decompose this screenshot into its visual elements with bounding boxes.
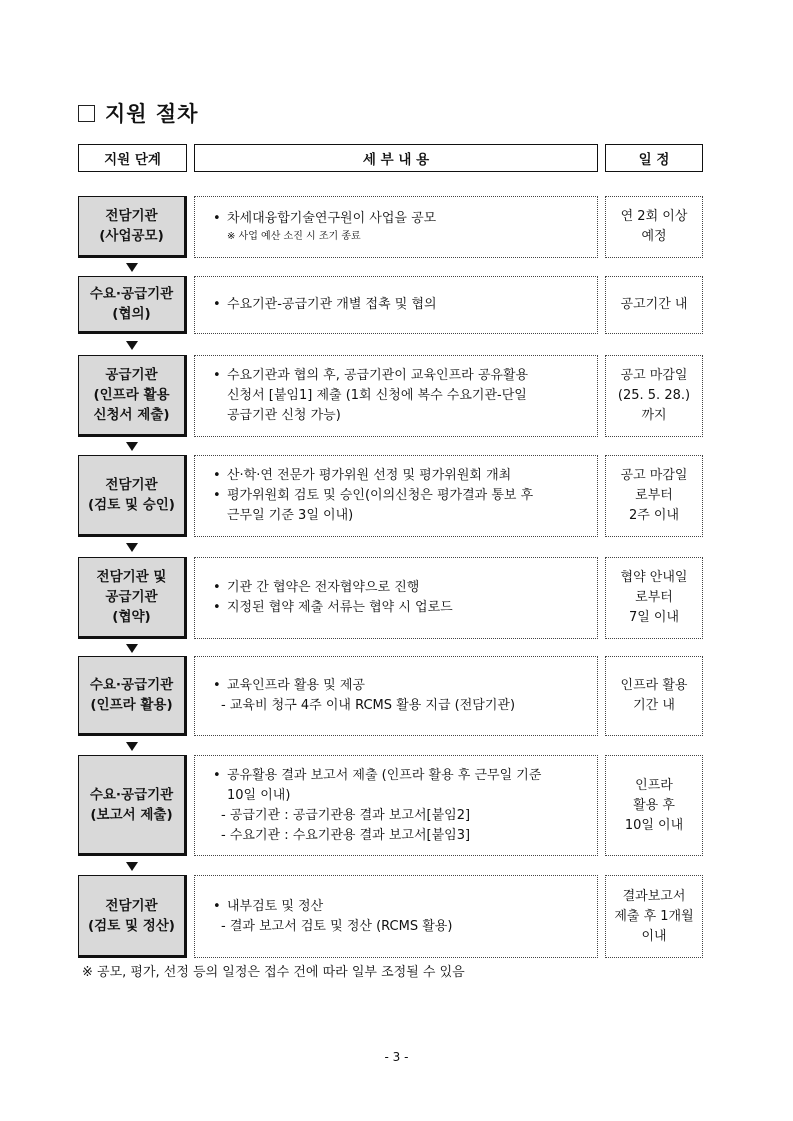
detail-box [194,656,598,736]
schedule-box [605,557,703,639]
stage-box [78,196,187,258]
stage-label: (협약) [112,609,151,625]
schedule-line: 기간 내 [633,698,675,713]
detail-line: ※ 사업 예산 소진 시 조기 종료 [227,231,361,242]
stage-box [78,755,187,856]
detail-line: 신청서 [붙임1] 제출 (1회 신청에 복수 수요기관-단일 [227,388,527,403]
detail-line: 근무일 기준 3일 이내) [227,508,354,523]
stage-box [78,455,187,537]
down-arrow-icon [126,442,138,451]
detail-line: • 기관 간 협약은 전자협약으로 진행 [213,578,587,598]
schedule-box [605,875,703,958]
schedule-line: 10일 이내 [624,817,684,833]
schedule-box [605,196,703,258]
detail-box [194,557,598,639]
schedule-box [605,355,703,437]
schedule-box [605,455,703,537]
stage-box [78,875,187,958]
detail-line: • 수요기관-공급기관 개별 접촉 및 협의 [213,295,587,315]
stage-label: (협의) [112,306,151,322]
stage-label: (검토 및 정산) [88,917,175,934]
stage-label: 전담기관 [105,477,158,493]
stage-label: (인프라 활용) [90,697,173,713]
detail-line: • 차세대융합기술연구원이 사업을 공모 [213,209,587,229]
stage-box [78,656,187,736]
footnote: ※ 공모, 평가, 선정 등의 일정은 접수 건에 따라 일부 조정될 수 있음 [82,965,465,980]
stage-label: 전담기관 [105,897,158,914]
detail-box [194,755,598,856]
stage-label: (사업공모) [99,228,164,244]
schedule-line: 활용 후 [633,797,675,813]
down-arrow-icon [126,862,138,871]
stage-label: 신청서 제출) [93,407,170,423]
schedule-line: 공고 마감일 [620,468,688,483]
schedule-line: 7일 이내 [628,610,680,625]
detail-line: • 평가위원회 검토 및 승인(이의신청은 평가결과 통보 후 [213,486,587,506]
detail-line: • 공유활용 결과 보고서 제출 (인프라 활용 후 근무일 기준 [213,766,587,786]
schedule-line: 이내 [641,928,667,944]
detail-box [194,355,598,437]
header-detail: 세 부 내 용 [194,144,598,172]
stage-label: 수요·공급기관 [89,677,174,693]
schedule-line: 공고기간 내 [620,297,688,312]
section-title [78,98,198,128]
detail-line: • 지정된 협약 제출 서류는 협약 시 업로드 [213,598,587,618]
schedule-line: 2주 이내 [628,508,680,523]
checkbox-square-icon [78,105,95,122]
down-arrow-icon [126,742,138,751]
schedule-line: 예정 [641,229,667,244]
down-arrow-icon [126,543,138,552]
schedule-line: 인프라 [635,777,673,793]
detail-line: • 수요기관과 협의 후, 공급기관이 교육인프라 공유활용 [213,366,587,386]
stage-label: 전담기관 [105,208,158,224]
down-arrow-icon [126,263,138,272]
header-stage: 지원 단계 [78,144,187,172]
stage-label: 공급기관 [105,589,158,605]
schedule-box [605,656,703,736]
detail-line: - 공급기관 : 공급기관용 결과 보고서[붙임2] [221,807,471,823]
detail-box [194,196,598,258]
detail-line: - 수요기관 : 수요기관용 결과 보고서[붙임3] [221,827,471,843]
detail-line: • 산·학·연 전문가 평가위원 선정 및 평가위원회 개최 [213,466,587,486]
down-arrow-icon [126,644,138,653]
detail-line: 10일 이내) [227,787,291,803]
stage-label: 수요·공급기관 [89,286,174,302]
detail-box [194,276,598,334]
schedule-line: 결과보고서 [622,888,686,904]
schedule-line: (25. 5. 28.) [617,388,691,403]
stage-box [78,557,187,639]
detail-line: - 결과 보고서 검토 및 정산 (RCMS 활용) [221,918,453,934]
schedule-line: 연 2회 이상 [620,209,688,224]
stage-label: 수요·공급기관 [89,786,174,803]
schedule-line: 협약 안내일 [620,570,688,585]
stage-label: 전담기관 및 [96,569,167,585]
schedule-line: 로부터 [635,590,673,605]
detail-line: • 교육인프라 활용 및 제공 [213,676,587,696]
detail-box [194,455,598,537]
detail-box [194,875,598,958]
schedule-line: 로부터 [635,488,673,503]
page-number: - 3 - [384,1050,409,1064]
schedule-line: 인프라 활용 [620,678,688,693]
section-title-text: 지원 절차 [105,102,199,126]
header-schedule: 일 정 [605,144,703,172]
schedule-line: 공고 마감일 [620,368,688,383]
stage-label: (검토 및 승인) [88,497,175,513]
schedule-line: 제출 후 1개월 [614,908,694,924]
down-arrow-icon [126,341,138,350]
detail-line: 공급기관 신청 가능) [227,408,341,423]
stage-box [78,276,187,334]
schedule-box [605,755,703,856]
stage-label: 공급기관 [105,367,158,383]
schedule-box [605,276,703,334]
schedule-line: 까지 [641,408,667,423]
stage-box [78,355,187,437]
detail-line: • 내부검토 및 정산 [213,897,587,917]
stage-label: (보고서 제출) [90,806,173,823]
detail-line: - 교육비 청구 4주 이내 RCMS 활용 지급 (전담기관) [221,698,516,713]
stage-label: (인프라 활용 [93,387,170,403]
